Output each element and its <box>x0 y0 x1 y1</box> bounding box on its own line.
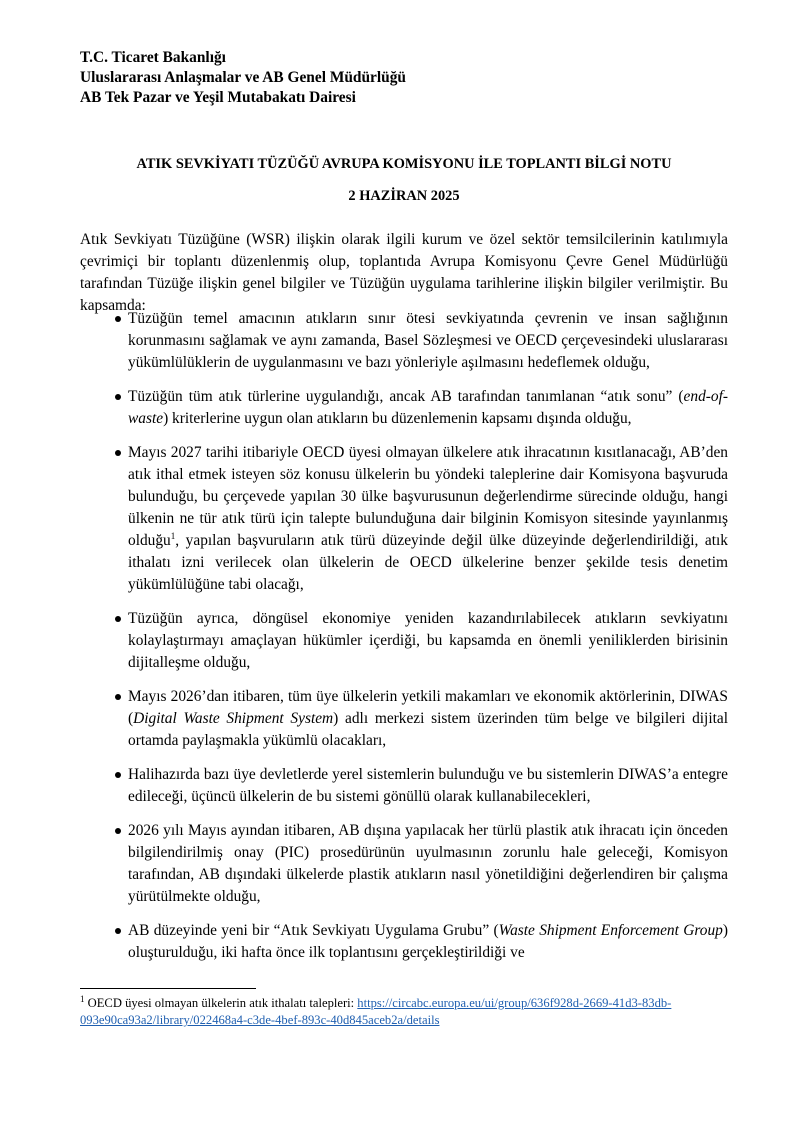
footnote <box>80 995 728 1029</box>
document-title: ATIK SEVKİYATI TÜZÜĞÜ AVRUPA KOMİSYONU İLE TOPLANTI BİLGİ NOTU <box>136 156 672 172</box>
footnote-separator <box>80 988 256 989</box>
ministry-name: T.C. Ticaret Bakanlığı <box>80 49 226 66</box>
intro-paragraph: Atık Sevkiyatı Tüzüğüne (WSR) ilişkin olarak ilgili kurum ve özel sektör temsilcilerinin katılımıyla çevrimiçi bir toplantı düzenlenmiş olup, toplantıda Avrupa Komisyonu Çevre Genel Müdürlüğü tarafından Tüzüğe ilişkin genel bilgiler ve Tüzüğün uygulama tarihlerine ilişkin bilgiler verilmiştir. Bu kapsamda: <box>80 231 728 315</box>
footnote-reference[interactable]: 1 <box>170 530 176 541</box>
bullet-list <box>80 308 728 976</box>
document-date: 2 HAZİRAN 2025 <box>348 188 460 204</box>
footnote-text: OECD üyesi olmayan ülkelerin atık ithalatı talepleri: <box>84 996 358 1010</box>
list-item: Halihazırda bazı üye devletlerde yerel sistemlerin bulunduğu ve bu sistemlerin DIWAS’a entegre edileceği, üçüncü ülkelerin de bu sistemi gönüllü olarak kullanabilecekleri, <box>128 766 728 805</box>
list-item: AB düzeyinde yeni bir “Atık Sevkiyatı Uygulama Grubu” (Waste Shipment Enforcement Group) oluşturulduğu, iki hafta önce ilk toplantısını gerçekleştirildiği ve <box>128 922 728 961</box>
list-item: Tüzüğün temel amacının atıkların sınır ötesi sevkiyatında çevrenin ve insan sağlığının korunmasını sağlamak ve aynı zamanda, Basel Sözleşmesi ve OECD çerçevesindeki uluslararası yükümlülüklerin de uygulanmasını ve bazı yönleriyle aşılmasını hedeflemek olduğu, <box>128 310 728 371</box>
list-item: Tüzüğün ayrıca, döngüsel ekonomiye yeniden kazandırılabilecek atıkların sevkiyatını kolaylaştırmayı amaçlayan hükümler içerdiği, bu kapsamda en önemli yeniliklerden birisinin dijitalleşme olduğu, <box>128 610 728 671</box>
directorate-name: Uluslararası Anlaşmalar ve AB Genel Müdürlüğü <box>80 69 406 86</box>
list-item: Tüzüğün tüm atık türlerine uygulandığı, ancak AB tarafından tanımlanan “atık sonu” (end-of-waste) kriterlerine uygun olan atıkların bu düzenlemenin kapsamı dışında olduğu, <box>128 388 728 427</box>
footnote-number: 1 <box>80 993 85 1004</box>
department-name: AB Tek Pazar ve Yeşil Mutabakatı Dairesi <box>80 89 356 106</box>
footnote-link[interactable]: https://circabc.europa.eu/ui/group/636f928d-2669-41d3-83db-093e90ca93a2/library/022468a4-c3de-4bef-893c-40d845aceb2a/details <box>80 996 672 1027</box>
list-item: Mayıs 2027 tarihi itibariyle OECD üyesi olmayan ülkelere atık ihracatının kısıtlanacağı, AB’den atık ithal etmek isteyen söz konusu ülkelerin bu yöndeki taleplerine dair Komisyona başvuruda bulunduğu, bu çerçevede yapılan 30 ülke başvurusunun değerlendirme sürecinde olduğu, hangi ülkenin ne tür atık türü için talepte bulunduğuna dair bilginin Komisyon sitesinde yayınlanmış olduğu$^1$, yapılan başvuruların atık türü düzeyinde değil ülke düzeyinde değerlendirildiği, atık ithalatı izni verilecek olan ülkelerin de OECD ülkelerine benzer şekilde tesis denetim yükümlülüğüne tabi olacağı, <box>128 444 728 593</box>
organization-header <box>80 48 406 108</box>
list-item: Mayıs 2026’dan itibaren, tüm üye ülkelerin yetkili makamları ve ekonomik aktörlerinin, DIWAS (Digital Waste Shipment System) adlı merkezi sistem üzerinden tüm belge ve bilgileri dijital ortamda paylaşmakla yükümlü olacakları, <box>128 688 728 749</box>
list-item: 2026 yılı Mayıs ayından itibaren, AB dışına yapılacak her türlü plastik atık ihracatı için önceden bilgilendirilmiş onay (PIC) prosedürünün uyulmasının zorunlu hale geleceği, Komisyon tarafından, AB dışındaki ülkelerde plastik atıkların nasıl yönetildiğini değerlendiren bir çalışma yürütülmekte olduğu, <box>128 822 728 905</box>
